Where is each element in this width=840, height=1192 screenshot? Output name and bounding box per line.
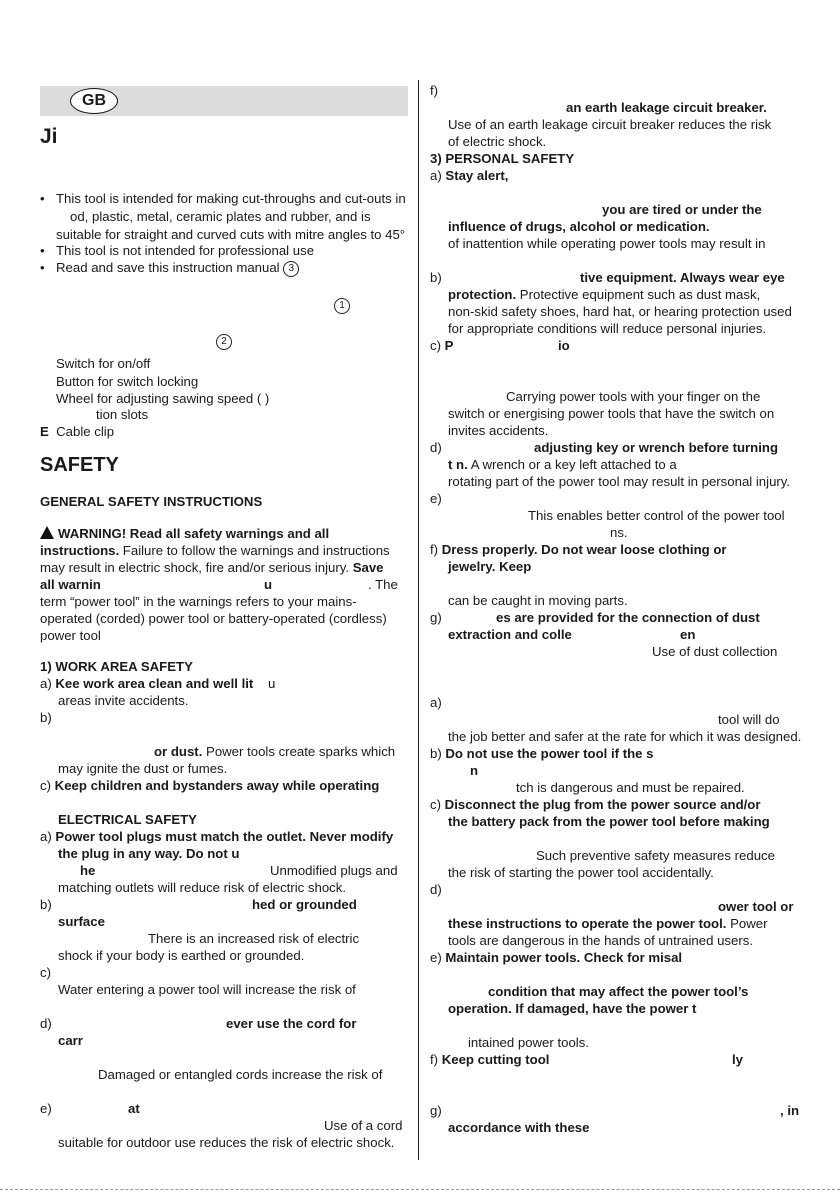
language-bar: [40, 86, 408, 116]
list-item: protection. Protective equipment such as dust mask,: [448, 287, 761, 302]
warning-text: . The: [368, 577, 398, 592]
list-item: io: [558, 338, 570, 353]
list-item: condition that may affect the power tool’s: [488, 984, 749, 999]
list-item: areas invite accidents.: [58, 693, 189, 708]
list-item: There is an increased risk of electric: [148, 931, 360, 946]
list-item: at: [128, 1101, 140, 1116]
list-item: may ignite the dust or fumes.: [58, 761, 228, 776]
page-bottom-rule: [0, 1189, 840, 1190]
list-item: en: [680, 627, 696, 642]
list-label: f): [430, 83, 439, 98]
subsection-heading: 3) PERSONAL SAFETY: [430, 151, 575, 166]
figure-ref-icon: 1: [334, 296, 350, 314]
list-item: Carrying power tools with your finger on the: [506, 389, 761, 404]
list-item: a) Power tool plugs must match the outlet. Never modify: [40, 829, 394, 844]
figure-ref-icon: 2: [216, 332, 232, 350]
part-item: E Cable clip: [40, 424, 115, 439]
part-item: Wheel for adjusting sawing speed ( ): [56, 391, 270, 406]
list-item: b) Do not use the power tool if the s: [430, 746, 654, 761]
list-item: tch is dangerous and must be repaired.: [516, 780, 745, 795]
list-label: b): [40, 710, 52, 725]
subsection-heading: 1) WORK AREA SAFETY: [40, 659, 193, 674]
list-item: surface: [58, 914, 105, 929]
page-title: Ji: [40, 125, 58, 148]
list-item: the battery pack from the power tool before making: [448, 814, 770, 829]
list-item: , in: [780, 1103, 800, 1118]
list-label: d): [430, 882, 442, 897]
warning-text: term “power tool” in the warnings refers to your mains-: [40, 594, 357, 609]
list-item: t n. A wrench or a key left attached to a: [448, 457, 677, 472]
part-item: tion slots: [96, 407, 149, 422]
list-item: Water entering a power tool will increase the risk of: [58, 982, 356, 997]
list-item: these instructions to operate the power tool. Power: [448, 916, 768, 931]
list-item: tool will do: [718, 712, 780, 727]
list-label: c): [40, 965, 51, 980]
list-item: invites accidents.: [448, 423, 549, 438]
list-item: a) Stay alert,: [430, 168, 509, 183]
list-item: intained power tools.: [468, 1035, 589, 1050]
subsection-heading: ELECTRICAL SAFETY: [58, 812, 197, 827]
list-item: Use of an earth leakage circuit breaker reduces the risk: [448, 117, 772, 132]
list-item: ns.: [610, 525, 628, 540]
list-item: suitable for outdoor use reduces the risk of electric shock.: [58, 1135, 395, 1150]
list-label: d): [430, 440, 442, 455]
list-label: a): [430, 695, 442, 710]
list-item: c) Disconnect the plug from the power source and/or: [430, 797, 761, 812]
list-item: the plug in any way. Do not u: [58, 846, 240, 861]
list-item: f) Keep cutting tool: [430, 1052, 550, 1067]
intro-bullet-cont: suitable for straight and curved cuts with mitre angles to 45°: [56, 227, 406, 242]
list-item: Such preventive safety measures reduce: [536, 848, 775, 863]
list-label: b): [40, 897, 52, 912]
section-heading: SAFETY: [40, 454, 119, 476]
list-item: extraction and colle: [448, 627, 572, 642]
list-item: rotating part of the power tool may result in personal injury.: [448, 474, 791, 489]
list-item: or dust. Power tools create sparks which: [154, 744, 396, 759]
list-item: tools are dangerous in the hands of untrained users.: [448, 933, 753, 948]
list-item: Unmodified plugs and: [270, 863, 398, 878]
list-item: tive equipment. Always wear eye: [580, 270, 785, 285]
intro-bullet: • This tool is intended for making cut-throughs and cut-outs in: [40, 191, 406, 206]
list-item: This enables better control of the power tool: [528, 508, 785, 523]
list-label: b): [430, 270, 442, 285]
list-item: ever use the cord for: [226, 1016, 357, 1031]
list-item: an earth leakage circuit breaker.: [566, 100, 767, 115]
list-item: Damaged or entangled cords increase the risk of: [98, 1067, 383, 1082]
warning-text: may result in electric shock, fire and/or serious injury. Save: [40, 560, 384, 575]
list-item: jewelry. Keep: [448, 559, 532, 574]
list-label: g): [430, 1103, 442, 1118]
column-divider: [418, 80, 419, 1160]
list-item: c) P: [430, 338, 454, 353]
list-item: ly: [732, 1052, 743, 1067]
list-item: accordance with these: [448, 1120, 590, 1135]
list-item: for appropriate conditions will reduce personal injuries.: [448, 321, 767, 336]
warning-text: u: [264, 577, 273, 592]
list-item: operation. If damaged, have the power t: [448, 1001, 697, 1016]
list-item: of inattention while operating power tools may result in: [448, 236, 766, 251]
intro-bullet-cont: od, plastic, metal, ceramic plates and rubber, and is: [70, 209, 371, 224]
list-item: the job better and safer at the rate for which it was designed.: [448, 729, 802, 744]
intro-bullet: • This tool is not intended for professional use: [40, 243, 315, 258]
list-item: Use of dust collection: [652, 644, 778, 659]
figure-ref-icon: 3: [283, 261, 299, 277]
list-item: carr: [58, 1033, 83, 1048]
list-item: ower tool or: [718, 899, 794, 914]
list-item: hed or grounded: [252, 897, 357, 912]
list-label: g): [430, 610, 442, 625]
list-item: can be caught in moving parts.: [448, 593, 628, 608]
subsection-heading: GENERAL SAFETY INSTRUCTIONS: [40, 494, 263, 509]
language-badge: GB: [70, 88, 118, 114]
list-item: n: [470, 763, 479, 778]
warning-icon: [40, 526, 54, 539]
list-item: you are tired or under the: [602, 202, 762, 217]
list-label: e): [40, 1101, 52, 1116]
intro-bullet: • Read and save this instruction manual 3: [40, 259, 299, 277]
list-item: es are provided for the connection of dust: [496, 610, 760, 625]
list-item: adjusting key or wrench before turning: [534, 440, 779, 455]
list-item: f) Dress properly. Do not wear loose clothing or: [430, 542, 727, 557]
list-item: non-skid safety shoes, hard hat, or hearing protection used: [448, 304, 792, 319]
list-item: the risk of starting the power tool accidentally.: [448, 865, 714, 880]
list-item: matching outlets will reduce risk of electric shock.: [58, 880, 347, 895]
list-label: e): [430, 491, 442, 506]
warning-text: power tool: [40, 628, 101, 643]
list-item: e) Maintain power tools. Check for misal: [430, 950, 683, 965]
list-item: he: [80, 863, 96, 878]
part-item: Switch for on/off: [56, 356, 151, 371]
list-label: d): [40, 1016, 52, 1031]
list-item: influence of drugs, alcohol or medication.: [448, 219, 710, 234]
list-item: switch or energising power tools that have the switch on: [448, 406, 775, 421]
list-item: Use of a cord: [324, 1118, 403, 1133]
list-item: a) Kee work area clean and well lit u: [40, 676, 276, 691]
list-item: c) Keep children and bystanders away while operating: [40, 778, 380, 793]
list-item: of electric shock.: [448, 134, 547, 149]
part-item: Button for switch locking: [56, 374, 199, 389]
warning-heading: WARNING! Read all safety warnings and all: [40, 525, 329, 542]
warning-text: instructions. Failure to follow the warnings and instructions: [40, 543, 390, 558]
warning-text: operated (corded) power tool or battery-operated (cordless): [40, 611, 387, 626]
list-item: shock if your body is earthed or grounded.: [58, 948, 305, 963]
warning-text: all warnin: [40, 577, 101, 592]
